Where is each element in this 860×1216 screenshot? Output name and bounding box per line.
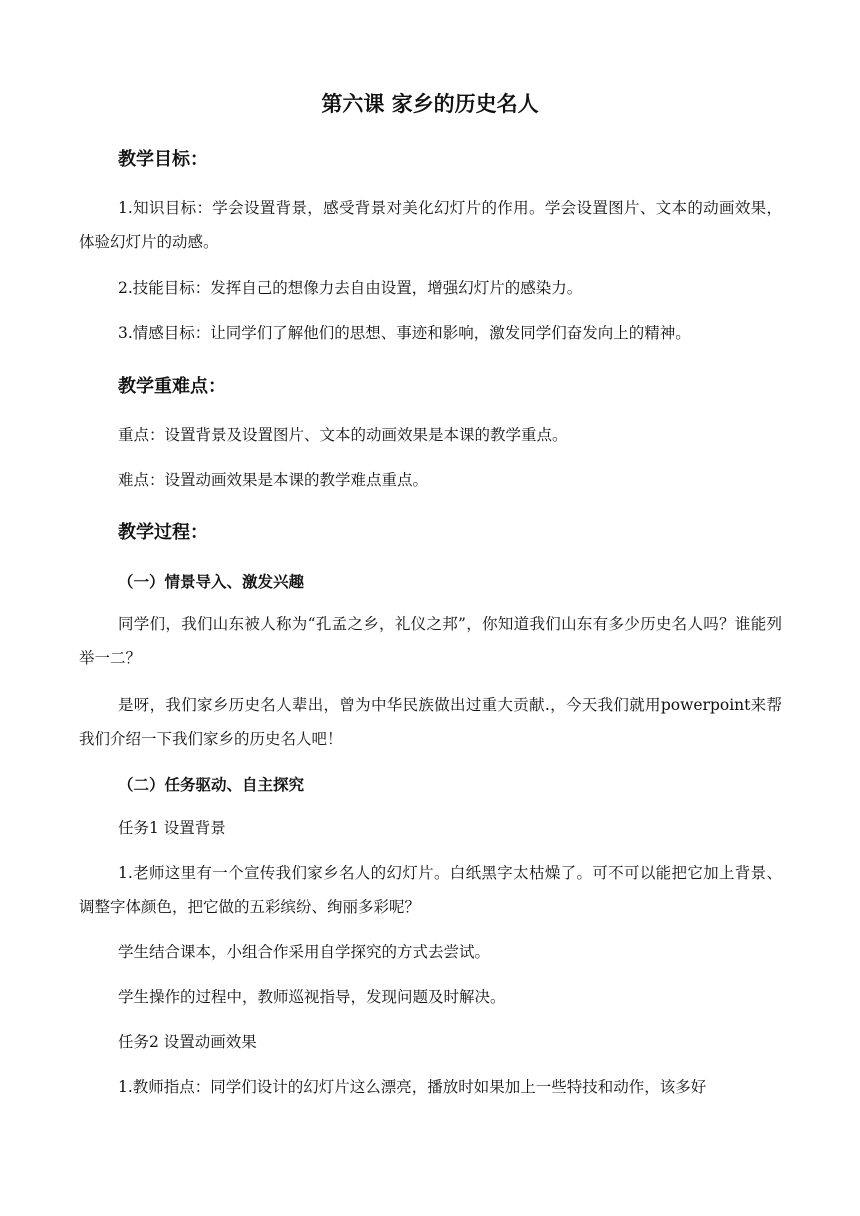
task1-title: 任务1 设置背景 <box>118 819 226 837</box>
lesson-title: 第六课 家乡的历史名人 <box>321 92 539 116</box>
part2-heading: （二）任务驱动、自主探究 <box>118 776 305 794</box>
task2-title: 任务2 设置动画效果 <box>118 1033 257 1051</box>
task2-step: 1.教师指点：同学们设计的幻灯片这么漂亮，播放时如果加上一些特技和动作，该多好 <box>118 1078 707 1096</box>
objective-skill: 2.技能目标：发挥自己的想像力去自由设置，增强幻灯片的感染力。 <box>118 279 583 297</box>
part1-paragraph: 是呀，我们家乡历史名人辈出，曾为中华民族做出过重大贡献.，今天我们就用powerpoint来帮我们介绍一下我们家乡的历史名人吧！ <box>79 696 782 748</box>
task1-paragraph: 学生操作的过程中，教师巡视指导，发现问题及时解决。 <box>118 988 506 1006</box>
key-points-heading: 教学重难点： <box>118 376 226 397</box>
task1-paragraph: 学生结合课本，小组合作采用自学探究的方式去尝试。 <box>118 943 491 961</box>
objective-knowledge: 1.知识目标：学会设置背景，感受背景对美化幻灯片的作用。学会设置图片、文本的动画效果，体验幻灯片的动感。 <box>79 199 782 251</box>
objectives-heading: 教学目标： <box>118 149 208 170</box>
task1-step: 1.老师这里有一个宣传我们家乡名人的幻灯片。白纸黑字太枯燥了。可不可以能把它加上背景、调整字体颜色，把它做的五彩缤纷、绚丽多彩呢？ <box>79 864 782 916</box>
part1-heading: （一）情景导入、激发兴趣 <box>118 573 305 591</box>
difficult-point: 难点：设置动画效果是本课的教学难点重点。 <box>118 471 429 489</box>
objective-emotion: 3.情感目标：让同学们了解他们的思想、事迹和影响，激发同学们奋发向上的精神。 <box>118 324 691 342</box>
key-point: 重点：设置背景及设置图片、文本的动画效果是本课的教学重点。 <box>118 426 568 444</box>
part1-paragraph: 同学们，我们山东被人称为“孔孟之乡，礼仪之邦”，你知道我们山东有多少历史名人吗？谁能列举一二？ <box>79 615 782 667</box>
process-heading: 教学过程： <box>118 522 208 543</box>
